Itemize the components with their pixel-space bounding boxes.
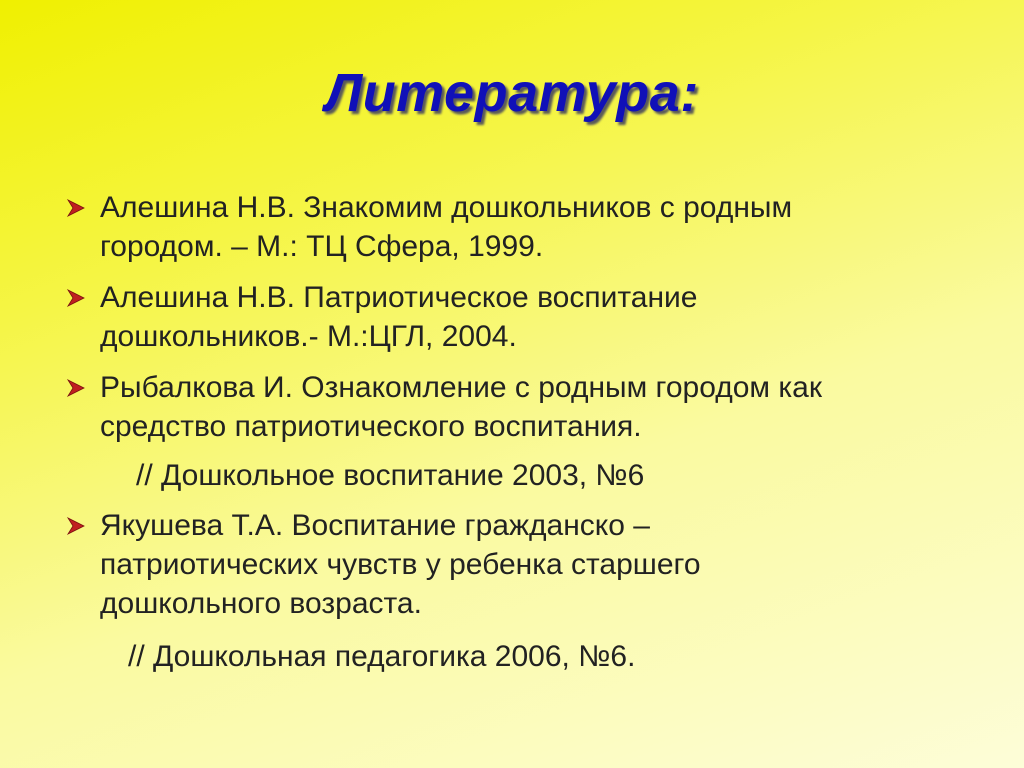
list-item-text: Алешина Н.В. Патриотическое воспитание — [100, 281, 698, 314]
arrow-bullet-icon — [66, 288, 86, 308]
list-item-text: дошкольников.- М.:ЦГЛ, 2004. — [100, 320, 517, 353]
list-item — [100, 188, 980, 266]
arrow-bullet-icon — [66, 198, 86, 218]
list-item-text: средство патриотического воспитания. — [100, 410, 642, 443]
list-item — [100, 368, 980, 446]
source-citation: // Дошкольное воспитание 2003, №6 — [136, 459, 645, 492]
list-item-text: дошкольного возраста. — [100, 587, 422, 620]
source-citation: // Дошкольная педагогика 2006, №6. — [128, 640, 636, 673]
arrow-bullet-icon — [66, 378, 86, 398]
list-item-text: патриотических чувств у ребенка старшего — [100, 548, 701, 581]
page-title: Литература: — [325, 63, 699, 123]
list-item-text: городом. – М.: ТЦ Сфера, 1999. — [100, 230, 544, 263]
arrow-bullet-icon — [66, 516, 86, 536]
list-item-text: Рыбалкова И. Ознакомление с родным городом как — [100, 371, 822, 404]
list-item — [100, 506, 980, 623]
list-item-text: Якушева Т.А. Воспитание гражданско – — [100, 509, 650, 542]
list-item — [100, 278, 980, 356]
list-item-text: Алешина Н.В. Знакомим дошкольников с родным — [100, 191, 793, 224]
